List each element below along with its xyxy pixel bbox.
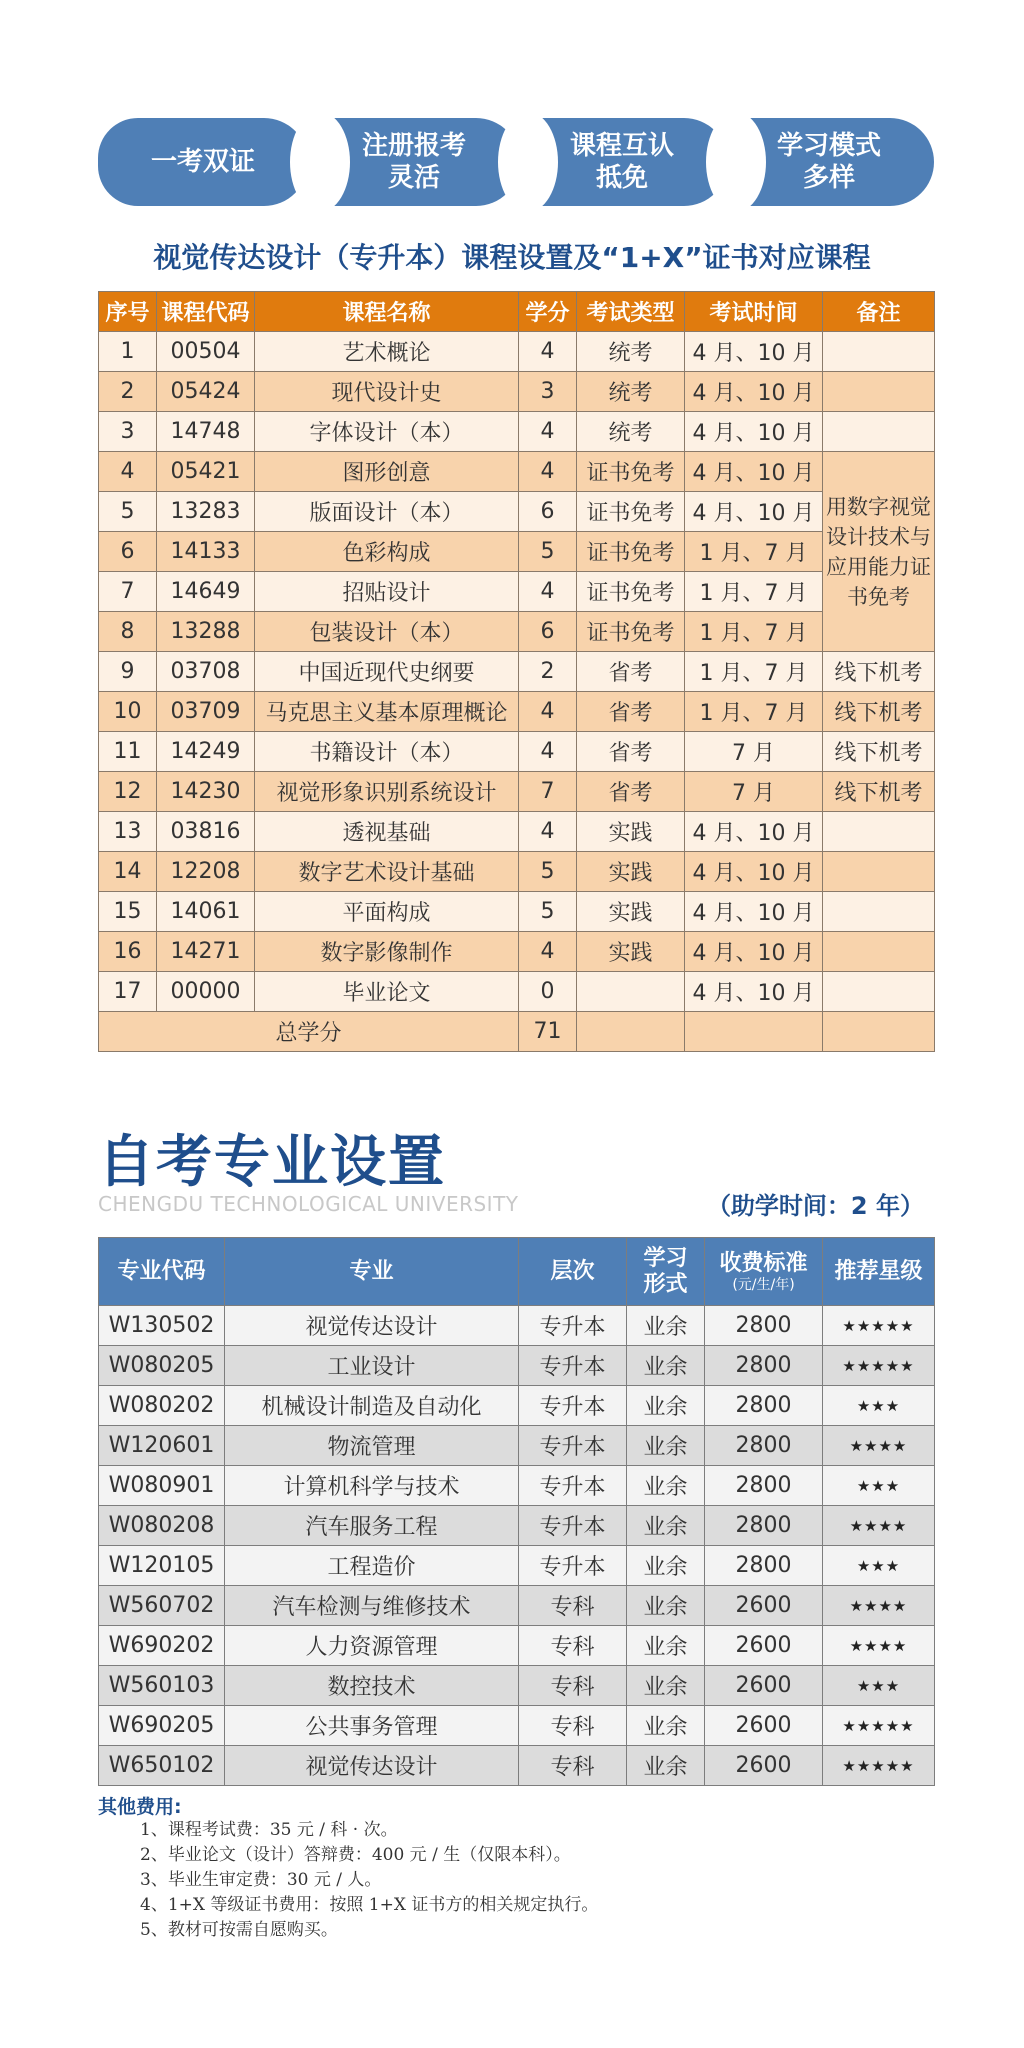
cell-mode: 业余 <box>627 1626 705 1666</box>
col-major-code: 专业代码 <box>99 1238 225 1306</box>
cell-credit: 0 <box>519 972 577 1012</box>
cell-time: 4 月、10 月 <box>685 892 823 932</box>
cell-major: 物流管理 <box>225 1426 519 1466</box>
course-row <box>99 612 935 652</box>
cell-code: W560103 <box>99 1666 225 1706</box>
major-row <box>99 1306 935 1346</box>
cell-no: 13 <box>99 812 157 852</box>
cell-code: W080205 <box>99 1346 225 1386</box>
cell-fee: 2800 <box>705 1546 823 1586</box>
cell-mode: 业余 <box>627 1386 705 1426</box>
cell-major: 计算机科学与技术 <box>225 1466 519 1506</box>
course-row <box>99 772 935 812</box>
cell-code: 03709 <box>157 692 255 732</box>
cell-type: 实践 <box>577 892 685 932</box>
cell-no: 3 <box>99 412 157 452</box>
cell-fee: 2800 <box>705 1466 823 1506</box>
cell-no: 5 <box>99 492 157 532</box>
cell-mode: 业余 <box>627 1546 705 1586</box>
cell-stars: ★★★★★ <box>823 1746 935 1786</box>
cell-type: 统考 <box>577 412 685 452</box>
cell-code: 14249 <box>157 732 255 772</box>
cell-level: 专升本 <box>519 1386 627 1426</box>
col-fee-unit: (元/生/年) <box>732 1276 795 1293</box>
cell-no: 4 <box>99 452 157 492</box>
cell-name: 书籍设计（本） <box>255 732 519 772</box>
cell-code: W130502 <box>99 1306 225 1346</box>
total-label: 总学分 <box>99 1012 519 1052</box>
cell-no: 14 <box>99 852 157 892</box>
fee-item: 5、教材可按需自愿购买。 <box>140 1920 338 1940</box>
cell-time: 4 月、10 月 <box>685 492 823 532</box>
major-section-title: 自考专业设置 <box>98 1130 446 1195</box>
cell-major: 汽车服务工程 <box>225 1506 519 1546</box>
other-fees-title: 其他费用: <box>98 1796 182 1818</box>
major-row <box>99 1546 935 1586</box>
major-row <box>99 1426 935 1466</box>
cell-no: 16 <box>99 932 157 972</box>
cell-credit: 3 <box>519 372 577 412</box>
course-row <box>99 492 935 532</box>
course-table <box>98 291 935 1052</box>
cell-no: 10 <box>99 692 157 732</box>
cell-name: 艺术概论 <box>255 332 519 372</box>
tab-course-credit-transfer <box>516 118 728 206</box>
cell-fee: 2800 <box>705 1346 823 1386</box>
col-level: 层次 <box>519 1238 627 1306</box>
cell-time: 4 月、10 月 <box>685 932 823 972</box>
major-table-header <box>99 1238 935 1306</box>
cell-type: 证书免考 <box>577 492 685 532</box>
col-code: 课程代码 <box>157 292 255 332</box>
feature-banner <box>98 118 934 206</box>
cell-level: 专科 <box>519 1746 627 1786</box>
cell-fee: 2600 <box>705 1746 823 1786</box>
cell-name: 数字影像制作 <box>255 932 519 972</box>
cell-credit: 5 <box>519 532 577 572</box>
cell-type: 省考 <box>577 652 685 692</box>
cell-code: W080901 <box>99 1466 225 1506</box>
cell-time: 1 月、7 月 <box>685 532 823 572</box>
col-fee-label: 收费标准 <box>719 1250 808 1276</box>
cell-remark: 线下机考 <box>823 772 935 812</box>
cell-stars: ★★★★ <box>823 1586 935 1626</box>
cell-credit: 6 <box>519 492 577 532</box>
cell-no: 1 <box>99 332 157 372</box>
cell-time: 4 月、10 月 <box>685 452 823 492</box>
cell-major: 工业设计 <box>225 1346 519 1386</box>
cell-no: 7 <box>99 572 157 612</box>
cell-no: 6 <box>99 532 157 572</box>
cell-code: W080202 <box>99 1386 225 1426</box>
tab-label: 课程互认 抵免 <box>569 131 674 193</box>
cell-type: 省考 <box>577 772 685 812</box>
course-row <box>99 892 935 932</box>
cell-code: W650102 <box>99 1746 225 1786</box>
major-row <box>99 1706 935 1746</box>
col-exam-time: 考试时间 <box>685 292 823 332</box>
cell-type: 证书免考 <box>577 612 685 652</box>
cell-code: 05424 <box>157 372 255 412</box>
cell-code: 14133 <box>157 532 255 572</box>
course-row <box>99 972 935 1012</box>
cell-no: 11 <box>99 732 157 772</box>
cell-major: 人力资源管理 <box>225 1626 519 1666</box>
major-row <box>99 1586 935 1626</box>
major-row <box>99 1746 935 1786</box>
cell-name: 包装设计（本） <box>255 612 519 652</box>
fee-item: 1、课程考试费：35 元 / 科 · 次。 <box>140 1820 398 1840</box>
cell-credit: 4 <box>519 812 577 852</box>
cell-credit: 4 <box>519 932 577 972</box>
cell-name: 现代设计史 <box>255 372 519 412</box>
cell-stars: ★★★★★ <box>823 1306 935 1346</box>
cell-name: 马克思主义基本原理概论 <box>255 692 519 732</box>
cell-credit: 4 <box>519 732 577 772</box>
fee-item: 3、毕业生审定费：30 元 / 人。 <box>140 1870 382 1890</box>
cell-fee: 2600 <box>705 1666 823 1706</box>
course-row <box>99 452 935 492</box>
cell-level: 专升本 <box>519 1506 627 1546</box>
cell-level: 专科 <box>519 1626 627 1666</box>
major-row <box>99 1346 935 1386</box>
cell-code: 00504 <box>157 332 255 372</box>
cell-no: 12 <box>99 772 157 812</box>
cell-time: 4 月、10 月 <box>685 812 823 852</box>
cell-time: 1 月、7 月 <box>685 652 823 692</box>
cell-remark <box>823 852 935 892</box>
cell-level: 专升本 <box>519 1546 627 1586</box>
cell-name: 图形创意 <box>255 452 519 492</box>
cell-time: 4 月、10 月 <box>685 332 823 372</box>
cell-stars: ★★★★★ <box>823 1706 935 1746</box>
cell-fee: 2600 <box>705 1586 823 1626</box>
cell-remark <box>823 412 935 452</box>
cell-remark <box>823 972 935 1012</box>
cell-code: 13283 <box>157 492 255 532</box>
cell-time: 1 月、7 月 <box>685 572 823 612</box>
col-credit: 学分 <box>519 292 577 332</box>
major-row <box>99 1506 935 1546</box>
major-row <box>99 1626 935 1666</box>
tab-flexible-registration <box>308 118 520 206</box>
cell-mode: 业余 <box>627 1426 705 1466</box>
cell-stars: ★★★★★ <box>823 1346 935 1386</box>
cell-major: 公共事务管理 <box>225 1706 519 1746</box>
cell-type: 证书免考 <box>577 572 685 612</box>
cell-code: W120601 <box>99 1426 225 1466</box>
cell-level: 专升本 <box>519 1346 627 1386</box>
cell-major: 汽车检测与维修技术 <box>225 1586 519 1626</box>
cell-credit: 4 <box>519 572 577 612</box>
cell-major: 工程造价 <box>225 1546 519 1586</box>
cell-code: W120105 <box>99 1546 225 1586</box>
cell-stars: ★★★ <box>823 1546 935 1586</box>
cell-name: 平面构成 <box>255 892 519 932</box>
fee-item: 4、1+X 等级证书费用：按照 1+X 证书方的相关规定执行。 <box>140 1895 599 1915</box>
cell-remark-merged: 用数字视觉设计技术与应用能力证书免考 <box>823 452 935 652</box>
tab-diverse-study-modes <box>724 118 934 206</box>
col-name: 课程名称 <box>255 292 519 332</box>
cell-level: 专科 <box>519 1586 627 1626</box>
cell-code: 00000 <box>157 972 255 1012</box>
col-major: 专业 <box>225 1238 519 1306</box>
cell-stars: ★★★★ <box>823 1506 935 1546</box>
major-row <box>99 1666 935 1706</box>
cell-name: 数字艺术设计基础 <box>255 852 519 892</box>
cell-time: 1 月、7 月 <box>685 612 823 652</box>
cell-fee: 2600 <box>705 1626 823 1666</box>
cell-fee: 2600 <box>705 1706 823 1746</box>
cell-type: 统考 <box>577 332 685 372</box>
cell-type: 省考 <box>577 692 685 732</box>
col-no: 序号 <box>99 292 157 332</box>
cell-code: 13288 <box>157 612 255 652</box>
cell-code: 14230 <box>157 772 255 812</box>
cell-level: 专升本 <box>519 1306 627 1346</box>
cell-credit: 6 <box>519 612 577 652</box>
tab-one-exam-two-certs <box>98 118 308 206</box>
major-row <box>99 1466 935 1506</box>
cell-mode: 业余 <box>627 1746 705 1786</box>
cell-major: 机械设计制造及自动化 <box>225 1386 519 1426</box>
tab-label: 注册报考 灵活 <box>361 131 466 193</box>
cell-credit: 4 <box>519 412 577 452</box>
col-fee <box>705 1238 823 1306</box>
cell-name: 招贴设计 <box>255 572 519 612</box>
course-row <box>99 812 935 852</box>
cell-time: 4 月、10 月 <box>685 972 823 1012</box>
cell-no: 8 <box>99 612 157 652</box>
total-empty <box>685 1012 823 1052</box>
major-table <box>98 1237 935 1786</box>
cell-type: 证书免考 <box>577 452 685 492</box>
cell-code: 14061 <box>157 892 255 932</box>
cell-time: 7 月 <box>685 772 823 812</box>
cell-stars: ★★★ <box>823 1386 935 1426</box>
cell-type: 实践 <box>577 852 685 892</box>
cell-fee: 2800 <box>705 1306 823 1346</box>
cell-fee: 2800 <box>705 1426 823 1466</box>
cell-mode: 业余 <box>627 1466 705 1506</box>
cell-remark <box>823 932 935 972</box>
cell-mode: 业余 <box>627 1706 705 1746</box>
cell-mode: 业余 <box>627 1666 705 1706</box>
col-study-mode <box>627 1238 705 1306</box>
course-table-header <box>99 292 935 332</box>
cell-type: 省考 <box>577 732 685 772</box>
cell-level: 专升本 <box>519 1466 627 1506</box>
col-remark: 备注 <box>823 292 935 332</box>
cell-code: 05421 <box>157 452 255 492</box>
cell-code: 14748 <box>157 412 255 452</box>
cell-time: 4 月、10 月 <box>685 852 823 892</box>
cell-type: 实践 <box>577 932 685 972</box>
course-section-title: 视觉传达设计（专升本）课程设置及“1+X”证书对应课程 <box>153 241 871 274</box>
col-study-mode-label: 学习形式 <box>643 1245 688 1297</box>
total-empty <box>577 1012 685 1052</box>
cell-stars: ★★★★ <box>823 1426 935 1466</box>
cell-name: 毕业论文 <box>255 972 519 1012</box>
cell-mode: 业余 <box>627 1306 705 1346</box>
cell-name: 透视基础 <box>255 812 519 852</box>
cell-remark: 线下机考 <box>823 692 935 732</box>
cell-credit: 5 <box>519 892 577 932</box>
cell-time: 1 月、7 月 <box>685 692 823 732</box>
cell-remark <box>823 892 935 932</box>
cell-level: 专科 <box>519 1666 627 1706</box>
cell-remark <box>823 812 935 852</box>
course-row <box>99 332 935 372</box>
tab-label: 一考双证 <box>150 147 255 177</box>
cell-code: W560702 <box>99 1586 225 1626</box>
cell-no: 2 <box>99 372 157 412</box>
course-row <box>99 372 935 412</box>
cell-stars: ★★★ <box>823 1666 935 1706</box>
study-duration: （助学时间：2 年） <box>706 1192 924 1220</box>
course-row <box>99 412 935 452</box>
cell-remark: 线下机考 <box>823 652 935 692</box>
course-row <box>99 732 935 772</box>
cell-mode: 业余 <box>627 1586 705 1626</box>
cell-stars: ★★★ <box>823 1466 935 1506</box>
cell-code: 12208 <box>157 852 255 892</box>
cell-major: 数控技术 <box>225 1666 519 1706</box>
cell-no: 9 <box>99 652 157 692</box>
cell-stars: ★★★★ <box>823 1626 935 1666</box>
university-name: CHENGDU TECHNOLOGICAL UNIVERSITY <box>98 1192 519 1216</box>
cell-level: 专科 <box>519 1706 627 1746</box>
cell-code: 03816 <box>157 812 255 852</box>
cell-no: 17 <box>99 972 157 1012</box>
cell-code: 14271 <box>157 932 255 972</box>
course-row <box>99 692 935 732</box>
cell-credit: 5 <box>519 852 577 892</box>
fee-item: 2、毕业论文（设计）答辩费：400 元 / 生（仅限本科）。 <box>140 1845 571 1865</box>
cell-time: 4 月、10 月 <box>685 372 823 412</box>
course-row <box>99 852 935 892</box>
course-row <box>99 532 935 572</box>
cell-code: W690205 <box>99 1706 225 1746</box>
cell-time: 4 月、10 月 <box>685 412 823 452</box>
cell-type: 证书免考 <box>577 532 685 572</box>
cell-code: W690202 <box>99 1626 225 1666</box>
col-stars: 推荐星级 <box>823 1238 935 1306</box>
cell-code: 03708 <box>157 652 255 692</box>
cell-type <box>577 972 685 1012</box>
cell-name: 中国近现代史纲要 <box>255 652 519 692</box>
cell-mode: 业余 <box>627 1346 705 1386</box>
cell-level: 专升本 <box>519 1426 627 1466</box>
cell-remark <box>823 372 935 412</box>
cell-code: 14649 <box>157 572 255 612</box>
cell-name: 字体设计（本） <box>255 412 519 452</box>
cell-fee: 2800 <box>705 1506 823 1546</box>
course-row <box>99 932 935 972</box>
tab-label: 学习模式 多样 <box>776 131 881 193</box>
cell-remark: 线下机考 <box>823 732 935 772</box>
cell-type: 实践 <box>577 812 685 852</box>
cell-major: 视觉传达设计 <box>225 1746 519 1786</box>
cell-fee: 2800 <box>705 1386 823 1426</box>
cell-credit: 4 <box>519 332 577 372</box>
cell-code: W080208 <box>99 1506 225 1546</box>
major-row <box>99 1386 935 1426</box>
cell-credit: 2 <box>519 652 577 692</box>
cell-name: 色彩构成 <box>255 532 519 572</box>
cell-time: 7 月 <box>685 732 823 772</box>
col-exam-type: 考试类型 <box>577 292 685 332</box>
cell-major: 视觉传达设计 <box>225 1306 519 1346</box>
cell-credit: 4 <box>519 692 577 732</box>
cell-remark <box>823 332 935 372</box>
cell-mode: 业余 <box>627 1506 705 1546</box>
cell-no: 15 <box>99 892 157 932</box>
total-empty <box>823 1012 935 1052</box>
course-row <box>99 652 935 692</box>
course-row <box>99 572 935 612</box>
cell-type: 统考 <box>577 372 685 412</box>
cell-name: 版面设计（本） <box>255 492 519 532</box>
cell-name: 视觉形象识别系统设计 <box>255 772 519 812</box>
total-credit: 71 <box>519 1012 577 1052</box>
other-fees-list <box>140 1818 598 1943</box>
cell-credit: 4 <box>519 452 577 492</box>
total-row <box>99 1012 935 1052</box>
cell-credit: 7 <box>519 772 577 812</box>
